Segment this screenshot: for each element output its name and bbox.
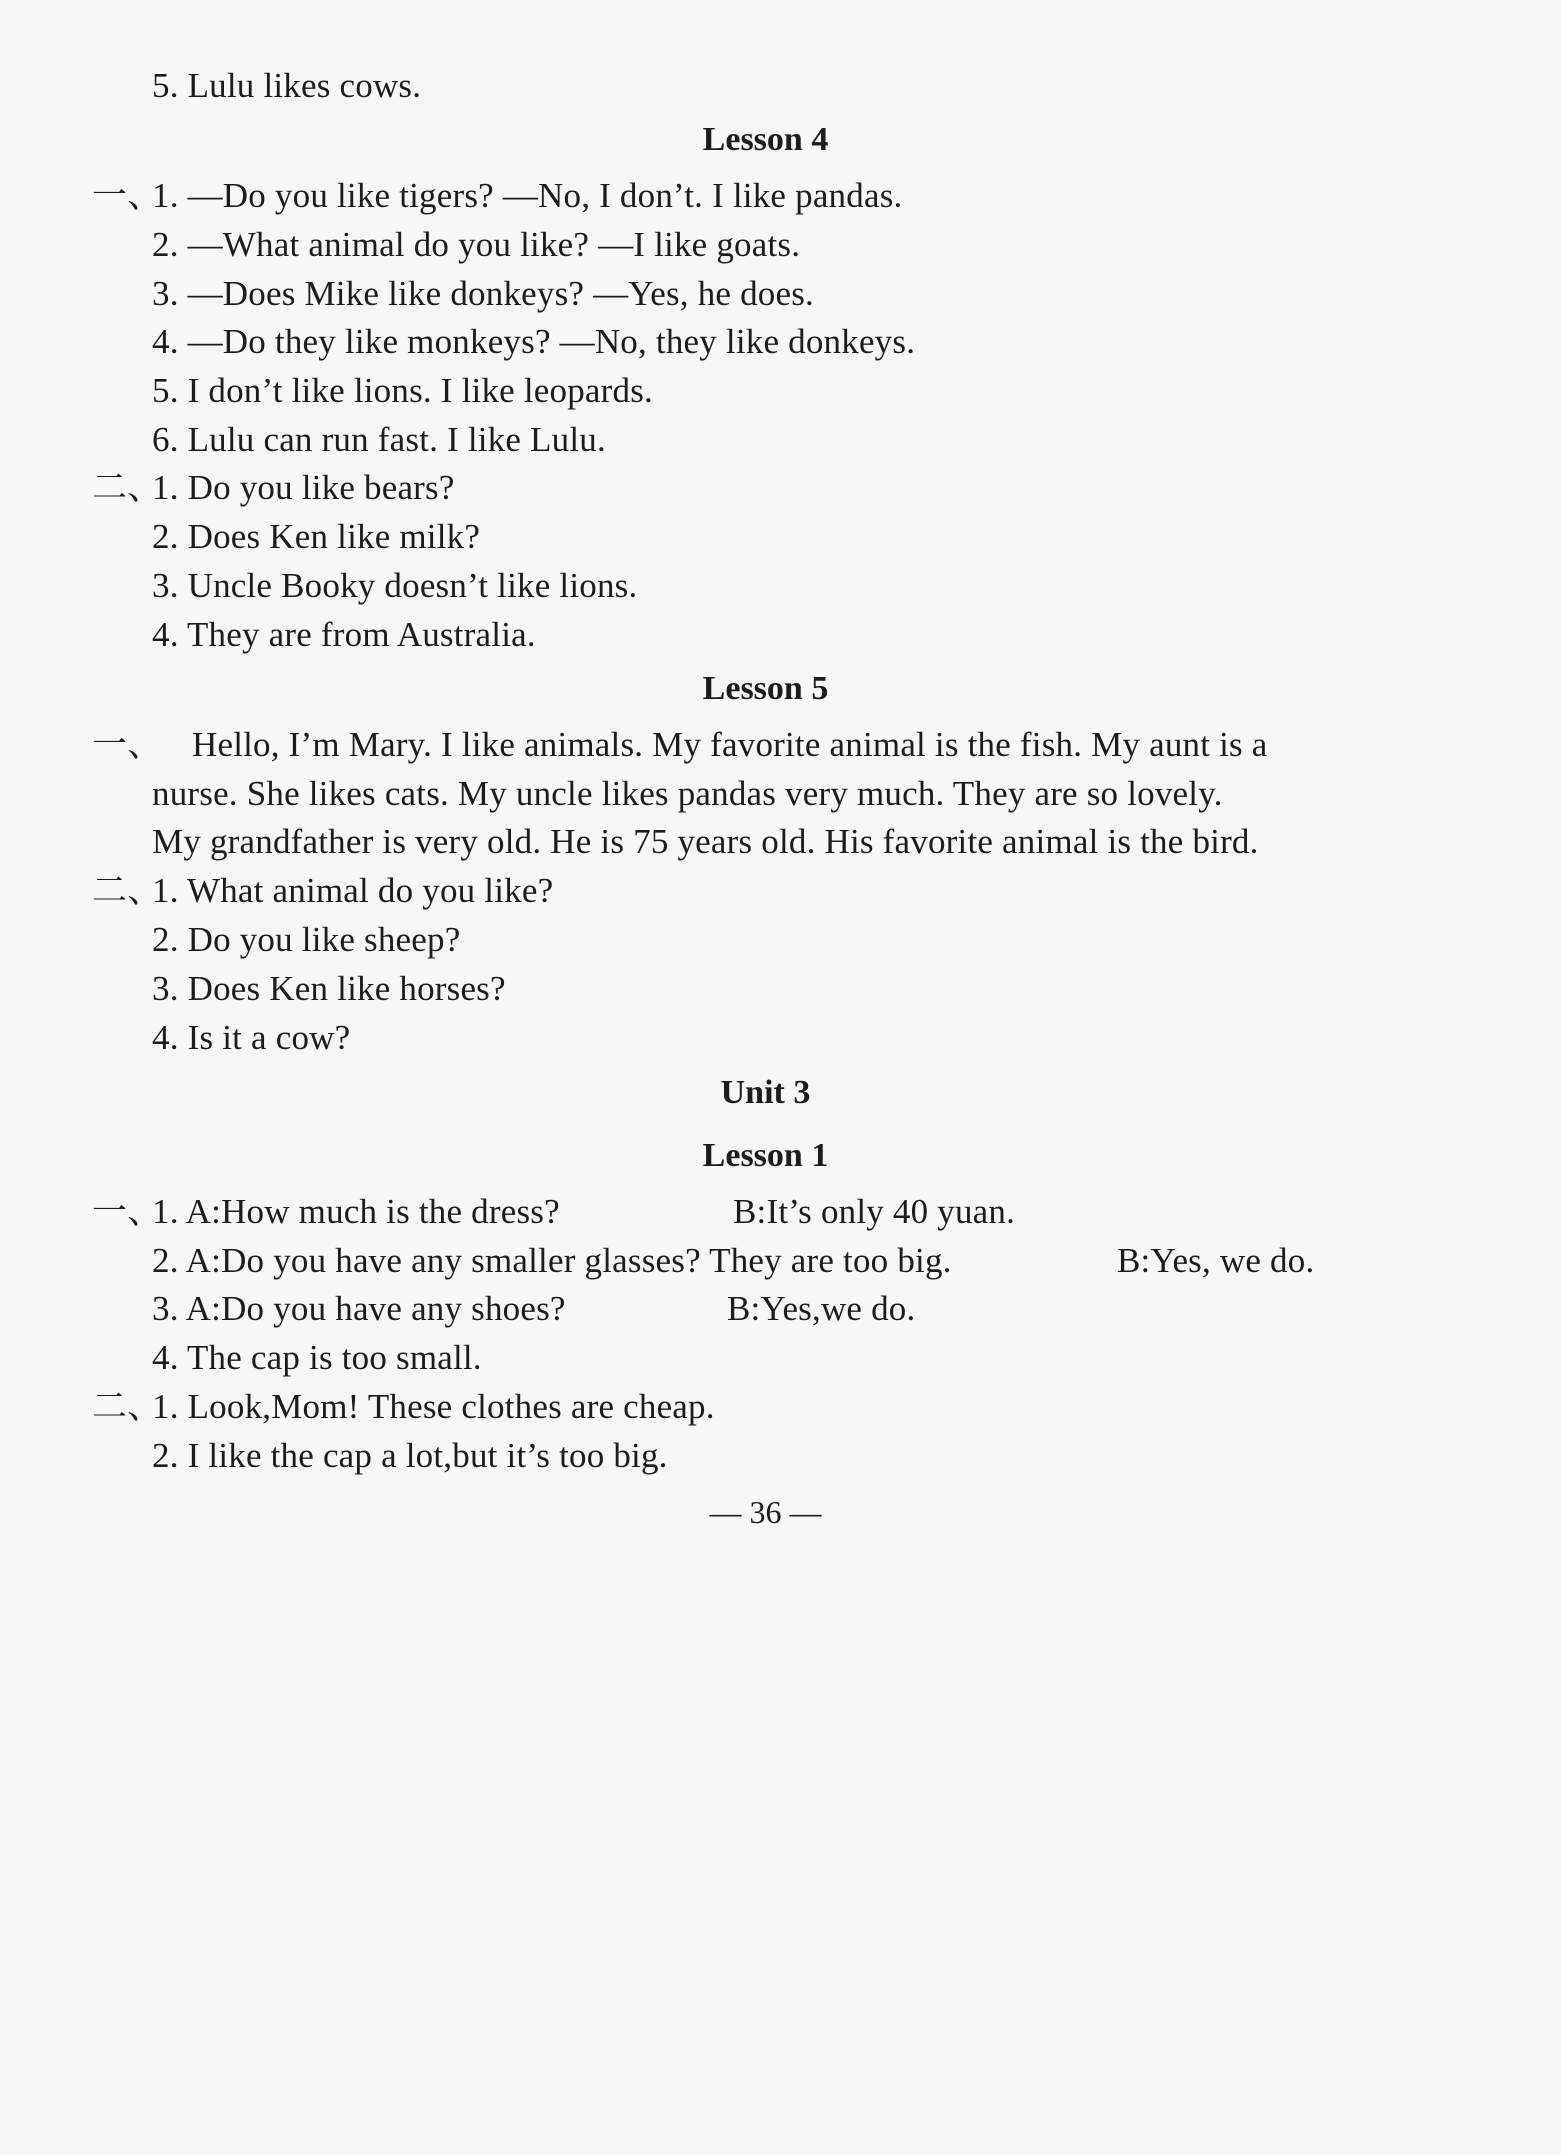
section-title-lesson-4 (0, 118, 1561, 162)
section-title-lesson-1 (0, 1134, 1561, 1178)
page-number-text: — 36 — (709, 1494, 822, 1530)
paragraph-line (152, 820, 1259, 864)
dialogue-item (92, 1190, 560, 1234)
dialogue-item (152, 1239, 952, 1283)
paragraph-text: Hello, I’m Mary. I like animals. My favorite animal is the fish. My aunt is a (192, 725, 1268, 764)
section-title-text: Lesson 5 (702, 670, 829, 707)
list-item (152, 515, 480, 559)
list-item-text: 2. Does Ken like milk? (152, 517, 481, 556)
paragraph-text: nurse. She likes cats. My uncle likes pandas very much. They are so lovely. (152, 774, 1223, 813)
list-item (152, 369, 653, 413)
dialogue-item (152, 1336, 482, 1380)
section-title-text: Lesson 4 (702, 121, 829, 158)
list-item (152, 967, 506, 1011)
list-item (152, 613, 536, 657)
answer-b: B:Yes, we do. (1117, 1241, 1315, 1280)
answer-b: B:Yes,we do. (727, 1289, 916, 1328)
part-marker: 二、 (92, 1387, 163, 1426)
list-item-text: 4. Is it a cow? (152, 1018, 351, 1057)
list-item (92, 466, 455, 510)
part-marker: 二、 (92, 468, 163, 507)
paragraph-text: My grandfather is very old. He is 75 years old. His favorite animal is the bird. (152, 822, 1259, 861)
list-item-text: 2. I like the cap a lot,but it’s too big. (152, 1436, 668, 1475)
list-item (152, 64, 421, 108)
list-item (92, 174, 902, 218)
list-item-text: 3. Does Ken like horses? (152, 969, 506, 1008)
answer-a: 3. A:Do you have any shoes? (152, 1289, 566, 1328)
list-item-text: 4. They are from Australia. (152, 615, 536, 654)
list-item-text: 1. What animal do you like? (152, 871, 554, 910)
list-item (152, 418, 606, 462)
list-item (152, 223, 800, 267)
part-marker: 一、 (92, 1192, 163, 1231)
list-item-text: 1. Look,Mom! These clothes are cheap. (152, 1387, 715, 1426)
list-item-text: 3. Uncle Booky doesn’t like lions. (152, 566, 638, 605)
list-item (152, 564, 637, 608)
section-title-text: Lesson 1 (702, 1137, 829, 1174)
list-item (92, 1385, 715, 1429)
list-item (92, 869, 553, 913)
list-item (152, 1434, 668, 1478)
dialogue-item (152, 1287, 566, 1331)
paragraph-line (152, 772, 1223, 816)
paragraph-line (92, 723, 1268, 767)
list-item (152, 1016, 350, 1060)
list-item-text: 4. —Do they like monkeys? —No, they like donkeys. (152, 322, 916, 361)
unit-title-text: Unit 3 (720, 1074, 811, 1111)
list-item-text: 1. Do you like bears? (152, 468, 455, 507)
page-number (0, 1492, 1561, 1532)
answer-a: 4. The cap is too small. (152, 1338, 482, 1377)
list-item-text: 2. —What animal do you like? —I like goats. (152, 225, 801, 264)
answer-a: 1. A:How much is the dress? (152, 1192, 560, 1231)
section-title-lesson-5 (0, 667, 1561, 711)
list-item-text: 2. Do you like sheep? (152, 920, 461, 959)
list-item-text: 6. Lulu can run fast. I like Lulu. (152, 420, 606, 459)
list-item-text: 3. —Does Mike like donkeys? —Yes, he does. (152, 274, 815, 313)
unit-title (0, 1071, 1561, 1115)
list-item (152, 320, 915, 364)
answer-a: 2. A:Do you have any smaller glasses? They are too big. (152, 1241, 952, 1280)
part-marker: 二、 (92, 871, 163, 910)
list-item (152, 918, 460, 962)
part-marker: 一、 (92, 725, 163, 764)
list-item-text: 1. —Do you like tigers? —No, I don’t. I like pandas. (152, 176, 903, 215)
list-item (152, 272, 814, 316)
part-marker: 一、 (92, 176, 163, 215)
list-item-text: 5. Lulu likes cows. (152, 66, 422, 105)
list-item-text: 5. I don’t like lions. I like leopards. (152, 371, 653, 410)
answer-b: B:It’s only 40 yuan. (733, 1192, 1016, 1231)
